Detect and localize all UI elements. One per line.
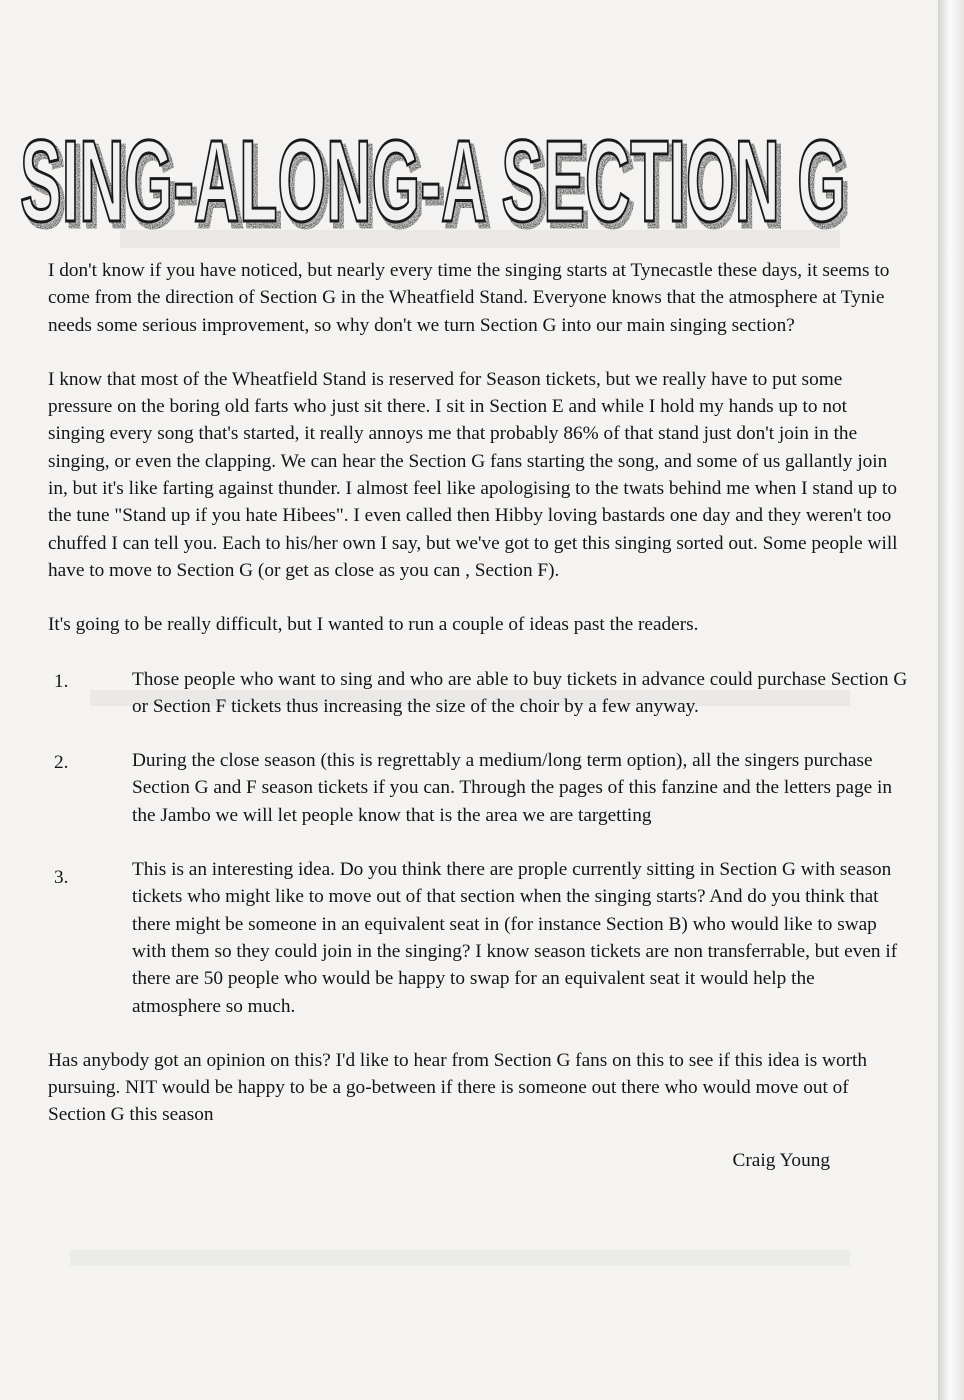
page-title [18,122,858,242]
author-signature: Craig Young [732,1149,830,1171]
title-shadow: SING-ALONG-A SECTION G [24,122,851,242]
list-item [48,666,908,721]
paragraph: I don't know if you have noticed, but nearly every time the singing starts at Tynecastle these days, it seems to come from the direction of Section G in the Wheatfield Stand. Everyone knows that the atmosphere at Tynie needs some serious improvement, so why don't we turn Section G into our main singing section? [48,260,890,336]
list-text: This is an interesting idea. Do you think there are prople currently sitting in Section G with season tickets who might like to move out of that section when the singing starts? And do you think that there might be someone in an equivalent seat in (for instance Section B) who would like to swap with them so they could join in the singing? I know season tickets are non transferrable, but even if there are 50 people who would be happy to swap for an equivalent seat it would help the atmosphere so much. [132,859,898,1017]
list-number: 1. [54,670,69,692]
paragraph: Has anybody got an opinion on this? I'd like to hear from Section G fans on this to see if this idea is worth pursuing. NIT would be happy to be a go-between if there is someone out there who would move out of Section G this season [48,1049,868,1126]
list-item [48,747,908,829]
paragraph: It's going to be really difficult, but I wanted to run a couple of ideas past the readers. [48,614,699,636]
list-text: During the close season (this is regrettably a medium/long term option), all the singers purchase Section G and F season tickets if you can. Through the pages of this fanzine and the letters page in the Jambo we will let people know that is the area we are targetting [132,750,892,826]
title-text: SING-ALONG-A SECTION G [20,122,847,242]
page-binding-edge [938,0,964,1400]
list-text: Those people who want to sing and who are able to buy tickets in advance could purchase Section G or Section F tickets thus increasing the size of the choir by a few anyway. [132,668,908,717]
list-number: 2. [54,752,69,774]
show-through-shade [70,1250,850,1266]
article-body [48,257,908,1174]
list-item [48,856,908,1020]
paragraph: I know that most of the Wheatfield Stand is reserved for Season tickets, but we really have to put some pressure on the boring old farts who just sit there. I sit in Section E and while I hold my hands up to not singing every song that's started, it really annoys me that probably 86% of that stand just don't join in the singing, or even the clapping. We can hear the Section G fans starting the song, and some of us gallantly join in, but it's like farting against thunder. I almost feel like apologising to the twats behind me when I stand up to the tune "Stand up if you hate Hibees". I even called then Hibby loving bastards one day and they weren't too chuffed I can tell you. Each to his/her own I say, but we've got to get this singing sorted out. Some people will have to move to Section G (or get as close as you can , Section F). [48,368,898,581]
list-number: 3. [54,867,69,889]
